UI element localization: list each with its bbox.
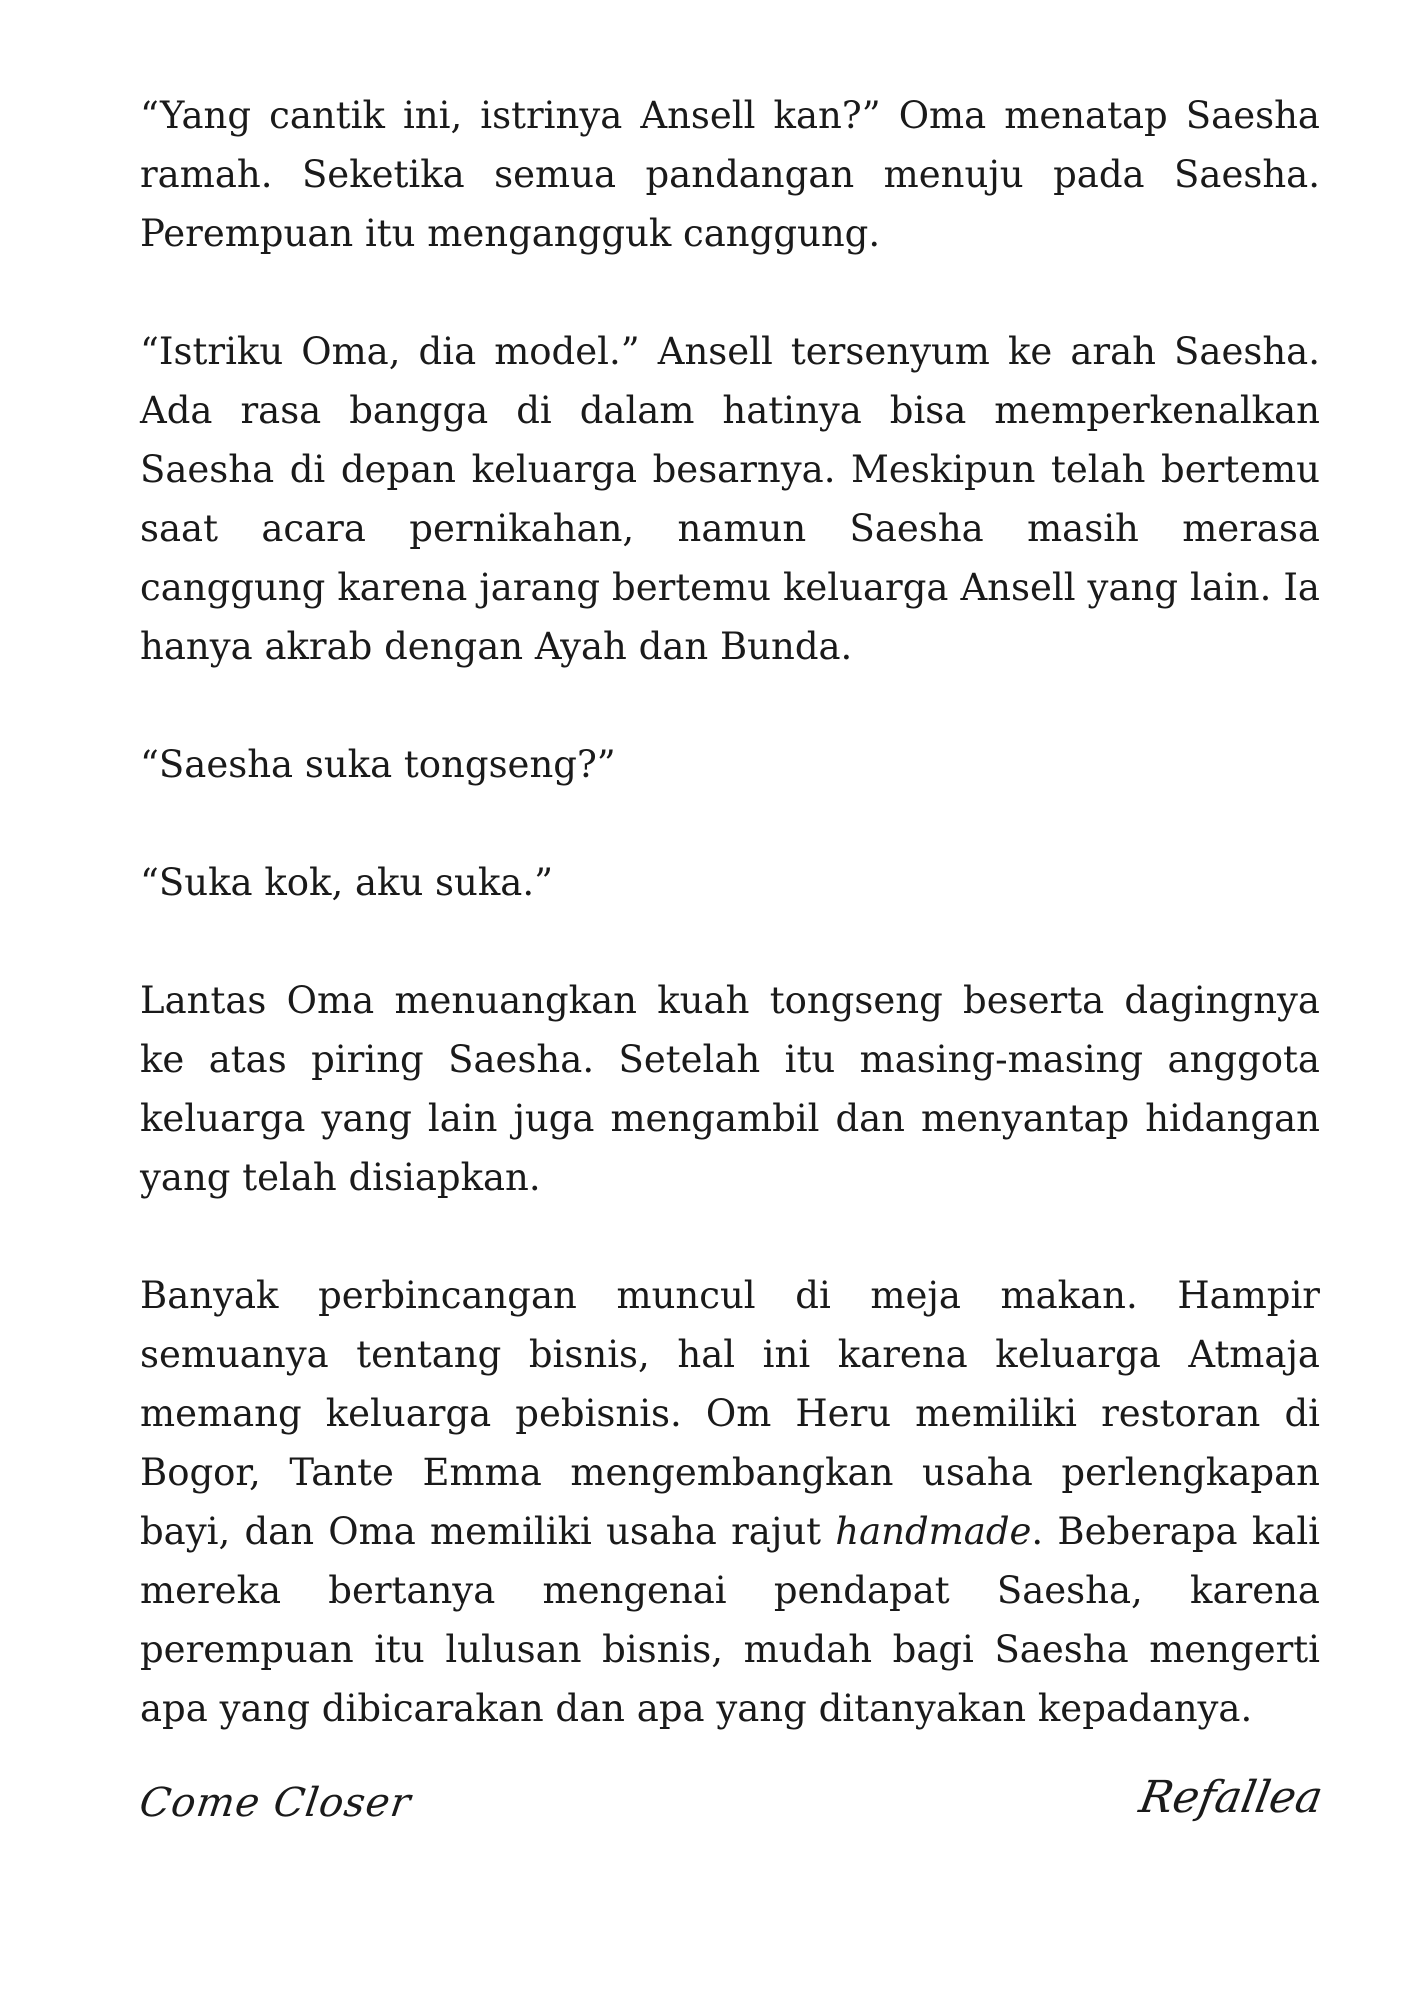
paragraph-1: “Yang cantik ini, istrinya Ansell kan?” Oma menatap Saesha ramah. Seketika semua pandangan menuju pada Saesha. Perempuan itu mengangguk canggung.: [140, 94, 1320, 255]
paragraph-5: Lantas Oma menuangkan kuah tongseng beserta dagingnya ke atas piring Saesha. Setelah itu masing-masing anggota keluarga yang lain juga mengambil dan menyantap hidangan yang telah disiapkan.: [140, 979, 1320, 1199]
paragraph-4: “Suka kok, aku suka.”: [140, 861, 554, 904]
paragraph-6-start: Banyak perbincangan muncul di meja makan. Hampir semuanya tentang bisnis, hal ini karena keluarga Atmaja memang keluarga pebisnis. Om Heru memiliki restoran di Bogor, Tante Emma mengembangkan usaha perlengkapan bayi, dan Oma memiliki usaha rajut: [140, 1274, 1320, 1553]
body-text: [140, 86, 1320, 1738]
paragraph-2: “Istriku Oma, dia model.” Ansell tersenyum ke arah Saesha. Ada rasa bangga di dalam hatinya bisa memperkenalkan Saesha di depan keluarga besarnya. Meskipun telah bertemu saat acara pernikahan, namun Saesha masih merasa canggung karena jarang bertemu keluarga Ansell yang lain. Ia hanya akrab dengan Ayah dan Bunda.: [140, 330, 1320, 668]
italic-word: handmade: [835, 1510, 1032, 1553]
paragraph-6-end: . Beberapa kali mereka bertanya mengenai pendapat Saesha, karena perempuan itu lulusan bisnis, mudah bagi Saesha mengerti apa yang dibicarakan dan apa yang ditanyakan kepadanya.: [140, 1510, 1320, 1730]
paragraph-6: [140, 1266, 1320, 1738]
footer-book-title: Come Closer: [136, 1780, 415, 1826]
paragraph-3: “Saesha suka tongseng?”: [140, 743, 616, 786]
footer-author-signature: Refallea: [1135, 1772, 1327, 1823]
